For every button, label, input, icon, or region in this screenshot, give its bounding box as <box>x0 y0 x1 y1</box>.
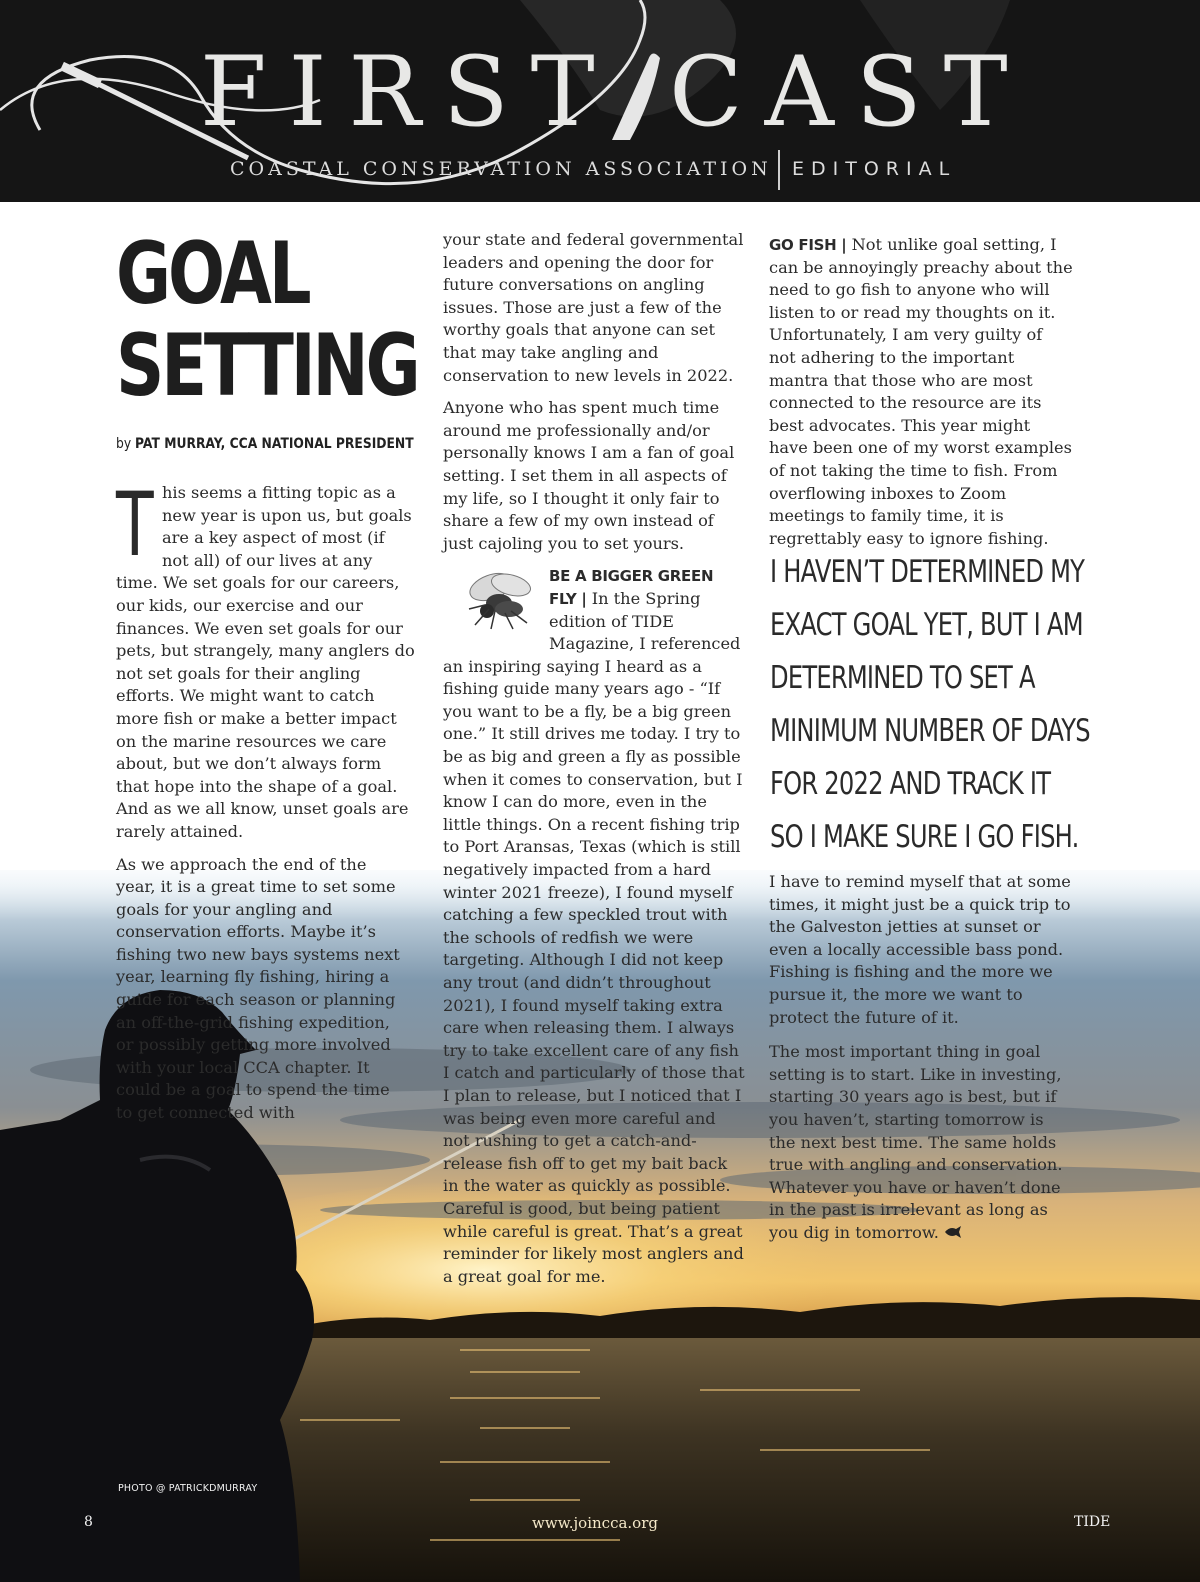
column-1 <box>116 473 416 1135</box>
paragraph-text: Not unlike goal setting, I can be annoyingly preachy about the need to go fish to anyone who will listen to or read my thoughts on it. Unfortunately, I am very guilty of not adhering to the important mantra that those who are most connected to the resource are its best advocates. This year might have been one of my worst examples of not taking the time to fish. From overflowing inboxes to Zoom meetings to family time, it is regrettably easy to ignore fishing. <box>769 235 1073 548</box>
paragraph-text: his seems a fitting topic as a new year is upon us, but goals are a key aspect of most (if not all) of our lives at any time. We set goals for our careers, our kids, our exercise and our finances. We even set goals for our pets, but strangely, many anglers do not set goals for their angling efforts. We might want to catch more fish or make a better impact on the marine resources we care about, but we don’t always form that hope into the shape of a goal. And as we all know, unset goals are rarely attained. <box>116 483 415 841</box>
section-title: FIRST CAST <box>200 36 1030 148</box>
headline-line-2: SETTING <box>116 316 418 416</box>
organization-name: COASTAL CONSERVATION ASSOCIATION <box>230 158 772 180</box>
paragraph: I have to remind myself that at some times, it might just be a quick trip to the Galveston jetties at sunset or even a locally accessible bass pond. Fishing is fishing and the more we pursue it, the more we want to protect the future of it. <box>769 872 1071 1027</box>
article-headline <box>116 224 418 416</box>
subhead-go-fish: GO FISH | <box>769 236 847 254</box>
paragraph-text: In the Spring edition of TIDE Magazine, I referenced an inspiring saying I heard as a fishing guide many years ago - “If you want to be a fly, be a big green one.” It still drives me today. I try to be as big and green a fly as possible when it comes to conservation, but I know I can do more, even in the little things. On a recent fishing trip to Port Aransas, Texas (which is still negatively impacted from a hard winter 2021 freeze), I found myself catching a few speckled trout with the schools of redfish we were targeting. Although I did not keep any trout (and didn’t throughout 2021), I found myself taking extra care when releasing them. I always try to take excellent care of any fish I catch and particularly of those that I plan to release, but I noticed that I was being even more careful and not rushing to get a catch-and-release fish off to get my bait back in the water as quickly as possible. Careful is good, but being patient while careful is great. That’s a great reminder for likely most anglers and a great goal for me. <box>443 588 745 1286</box>
column-3 <box>769 234 1074 560</box>
header-banner <box>0 0 1200 202</box>
paragraph <box>116 473 416 844</box>
drop-cap: T <box>116 473 154 576</box>
publication-name: TIDE <box>1074 1514 1111 1530</box>
paragraph: Anyone who has spent much time around me professionally and/or personally knows I am a fan of goal setting. I set them in all aspects of my life, so I thought it only fair to share a few of my own instead of just cajoling you to set yours. <box>443 398 735 553</box>
photo-credit: PHOTO @ PATRICKDMURRAY <box>118 1483 258 1494</box>
paragraph: As we approach the end of the year, it is a great time to set some goals for your angling and conservation efforts. Maybe it’s fishing two new bays systems next year, learning fly fishing, hiring a guide for each season or planning an off-the-grid fishing expedition, or possibly getting more involved with your local CCA chapter. It could be a goal to spend the time to get connected with <box>116 854 400 1123</box>
cca-fish-endmark-icon <box>944 1225 962 1239</box>
column-3-continued <box>769 871 1074 1255</box>
byline <box>116 436 414 452</box>
paragraph <box>769 234 1074 550</box>
subhead-bigger-green-fly: BE A BIGGER GREEN FLY | <box>549 567 714 608</box>
section-label: EDITORIAL <box>792 158 957 180</box>
page-number: 8 <box>84 1514 93 1530</box>
paragraph-text: The most important thing in goal setting is to start. Like in investing, starting 30 years ago is best, but if you haven’t, starting tomorrow is the next best time. The same holds true with angling and conservation. Whatever you have or haven’t done in the past is irrelevant as long as you dig in tomorrow. <box>769 1042 1063 1242</box>
byline-prefix: by <box>116 436 132 452</box>
website-link[interactable]: www.joincca.org <box>532 1514 658 1532</box>
fly-illustration-icon <box>461 565 539 635</box>
byline-author: PAT MURRAY, CCA NATIONAL PRESIDENT <box>135 436 414 452</box>
header-divider <box>778 150 780 190</box>
paragraph: your state and federal governmental leaders and opening the door for future conversations on angling issues. Those are just a few of the worthy goals that anyone can set that may take angling and conservation to new levels in 2022. <box>443 230 744 385</box>
paragraph <box>769 1041 1074 1244</box>
column-2 <box>443 229 745 1298</box>
paragraph <box>443 565 745 1288</box>
headline-line-1: GOAL <box>116 224 309 324</box>
pull-quote: I HAVEN’T DETERMINED MY EXACT GOAL YET, BUT I AM DETERMINED TO SET A MINIMUM NUMBER OF DAYS FOR 2022 AND TRACK IT SO I MAKE SURE I GO FISH. <box>770 554 1090 855</box>
